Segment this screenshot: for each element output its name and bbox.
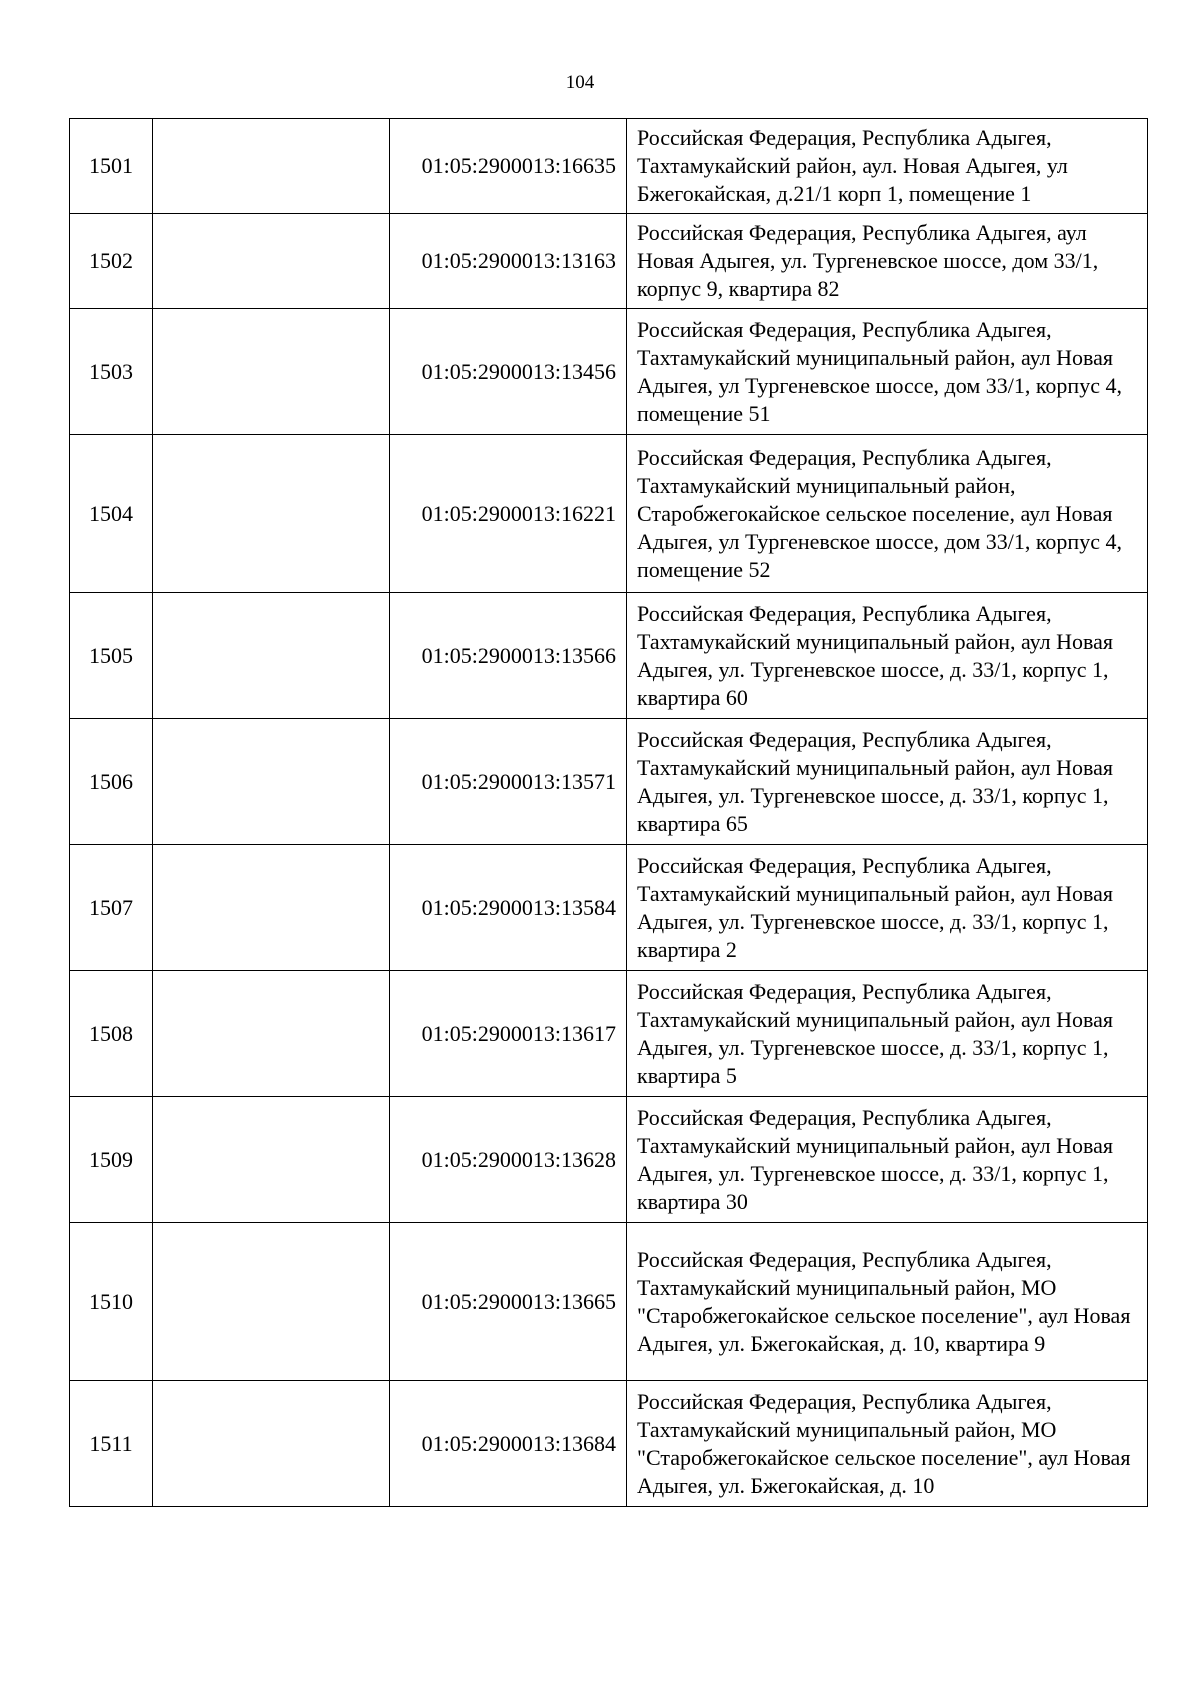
address-cell: Российская Федерация, Республика Адыгея, Тахтамукайский муниципальный район, аул Новая Адыгея, ул. Тургеневское шоссе, д. 33/1, корпус 1, квартира 60 (627, 593, 1148, 719)
address-cell: Российская Федерация, Республика Адыгея, аул Новая Адыгея, ул. Тургеневское шоссе, дом 33/1, корпус 9, квартира 82 (627, 214, 1148, 309)
table-row (70, 845, 1148, 971)
row-number-cell: 1501 (70, 119, 153, 214)
object-name-cell (153, 845, 390, 971)
object-name-cell (153, 593, 390, 719)
row-number-cell: 1504 (70, 435, 153, 593)
address-cell: Российская Федерация, Республика Адыгея, Тахтамукайский муниципальный район, МО "Старобжегокайское сельское поселение", аул Новая Адыгея, ул. Бжегокайская, д. 10 (627, 1381, 1148, 1507)
object-name-cell (153, 435, 390, 593)
cadastral-number-cell: 01:05:2900013:13584 (390, 845, 627, 971)
table-row (70, 1223, 1148, 1381)
address-cell: Российская Федерация, Республика Адыгея, Тахтамукайский муниципальный район, Старобжегокайское сельское поселение, аул Новая Адыгея, ул Тургеневское шоссе, дом 33/1, корпус 4, помещение 52 (627, 435, 1148, 593)
row-number-cell: 1502 (70, 214, 153, 309)
table-row (70, 309, 1148, 435)
object-name-cell (153, 1223, 390, 1381)
row-number-cell: 1510 (70, 1223, 153, 1381)
cadastral-number-cell: 01:05:2900013:16635 (390, 119, 627, 214)
row-number-cell: 1508 (70, 971, 153, 1097)
registry-table (69, 118, 1148, 1507)
address-cell: Российская Федерация, Республика Адыгея, Тахтамукайский муниципальный район, аул Новая Адыгея, ул. Тургеневское шоссе, д. 33/1, корпус 1, квартира 5 (627, 971, 1148, 1097)
row-number-cell: 1505 (70, 593, 153, 719)
cadastral-number-cell: 01:05:2900013:13571 (390, 719, 627, 845)
table-row (70, 214, 1148, 309)
object-name-cell (153, 1097, 390, 1223)
object-name-cell (153, 214, 390, 309)
address-cell: Российская Федерация, Республика Адыгея, Тахтамукайский муниципальный район, аул Новая Адыгея, ул Тургеневское шоссе, дом 33/1, корпус 4, помещение 51 (627, 309, 1148, 435)
address-cell: Российская Федерация, Республика Адыгея, Тахтамукайский муниципальный район, аул Новая Адыгея, ул. Тургеневское шоссе, д. 33/1, корпус 1, квартира 2 (627, 845, 1148, 971)
cadastral-number-cell: 01:05:2900013:13163 (390, 214, 627, 309)
address-cell: Российская Федерация, Республика Адыгея, Тахтамукайский район, аул. Новая Адыгея, ул Бжегокайская, д.21/1 корп 1, помещение 1 (627, 119, 1148, 214)
cadastral-number-cell: 01:05:2900013:13684 (390, 1381, 627, 1507)
cadastral-number-cell: 01:05:2900013:13456 (390, 309, 627, 435)
row-number-cell: 1511 (70, 1381, 153, 1507)
address-cell: Российская Федерация, Республика Адыгея, Тахтамукайский муниципальный район, аул Новая Адыгея, ул. Тургеневское шоссе, д. 33/1, корпус 1, квартира 65 (627, 719, 1148, 845)
cadastral-number-cell: 01:05:2900013:16221 (390, 435, 627, 593)
table-row (70, 435, 1148, 593)
row-number-cell: 1509 (70, 1097, 153, 1223)
object-name-cell (153, 719, 390, 845)
page-number: 104 (565, 72, 595, 93)
table-row (70, 971, 1148, 1097)
cadastral-number-cell: 01:05:2900013:13566 (390, 593, 627, 719)
table-row (70, 1097, 1148, 1223)
row-number-cell: 1506 (70, 719, 153, 845)
cadastral-number-cell: 01:05:2900013:13665 (390, 1223, 627, 1381)
cadastral-number-cell: 01:05:2900013:13628 (390, 1097, 627, 1223)
table-row (70, 719, 1148, 845)
row-number-cell: 1507 (70, 845, 153, 971)
cadastral-number-cell: 01:05:2900013:13617 (390, 971, 627, 1097)
address-cell: Российская Федерация, Республика Адыгея, Тахтамукайский муниципальный район, аул Новая Адыгея, ул. Тургеневское шоссе, д. 33/1, корпус 1, квартира 30 (627, 1097, 1148, 1223)
object-name-cell (153, 1381, 390, 1507)
address-cell: Российская Федерация, Республика Адыгея, Тахтамукайский муниципальный район, МО "Старобжегокайское сельское поселение", аул Новая Адыгея, ул. Бжегокайская, д. 10, квартира 9 (627, 1223, 1148, 1381)
row-number-cell: 1503 (70, 309, 153, 435)
object-name-cell (153, 119, 390, 214)
object-name-cell (153, 309, 390, 435)
table-row (70, 1381, 1148, 1507)
table-row (70, 593, 1148, 719)
object-name-cell (153, 971, 390, 1097)
table-row (70, 119, 1148, 214)
